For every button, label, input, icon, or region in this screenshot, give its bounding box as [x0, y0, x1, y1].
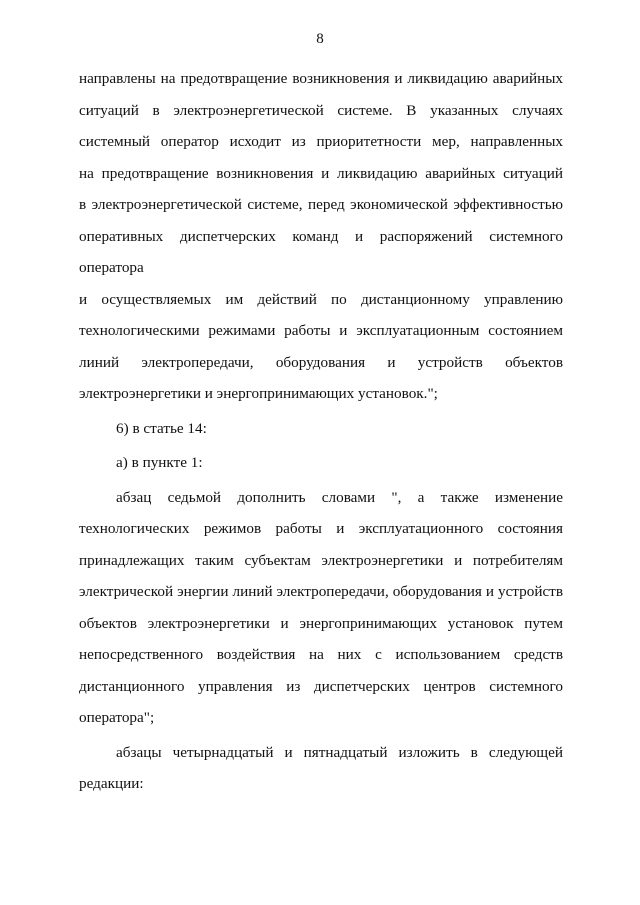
- text-line: непосредственного воздействия на них с использованием средств: [79, 646, 563, 663]
- paragraph-1: [79, 63, 563, 410]
- paragraph-4: [79, 482, 563, 734]
- text-line: дистанционного управления из диспетчерских центров системного: [79, 677, 563, 695]
- document-body: [79, 63, 563, 800]
- text-line: технологическими режимами работы и эксплуатационным состоянием: [79, 322, 563, 339]
- text-line: направлены на предотвращение возникновения и ликвидацию аварийных: [79, 70, 563, 87]
- text-line: и осуществляемых им действий по дистанционному управлению: [79, 290, 563, 308]
- text-line: системный оператор исходит из приоритетности мер, направленных: [79, 133, 563, 150]
- paragraph-2: 6) в статье 14:: [116, 419, 207, 437]
- text-line: абзацы четырнадцатый и пятнадцатый изложить в следующей: [116, 743, 563, 761]
- text-line: электрической энергии линий электропередачи, оборудования и устройств: [79, 583, 563, 600]
- page-number: 8: [316, 31, 324, 47]
- text-line: технологических режимов работы и эксплуатационного состояния: [79, 520, 563, 537]
- paragraph-3: а) в пункте 1:: [116, 454, 203, 471]
- text-line: в электроэнергетической системе, перед экономической эффективностью: [79, 196, 563, 213]
- text-line: ситуаций в электроэнергетической системе. В указанных случаях: [79, 101, 563, 119]
- text-line: электроэнергетики и энергопринимающих установок.";: [79, 385, 438, 402]
- text-line: объектов электроэнергетики и энергопринимающих установок путем: [79, 614, 563, 632]
- text-line: на предотвращение возникновения и ликвидацию аварийных ситуаций: [79, 164, 563, 182]
- text-line: редакции:: [79, 775, 144, 792]
- text-line: оператора";: [79, 709, 155, 726]
- text-line: линий электропередачи, оборудования и устройств объектов: [79, 353, 563, 371]
- text-line: принадлежащих таким субъектам электроэнергетики и потребителям: [79, 551, 563, 569]
- text-line: оперативных диспетчерских команд и распоряжений системного оператора: [79, 227, 563, 276]
- text-line: абзац седьмой дополнить словами ", а также изменение: [116, 488, 563, 506]
- paragraph-5: [79, 737, 563, 800]
